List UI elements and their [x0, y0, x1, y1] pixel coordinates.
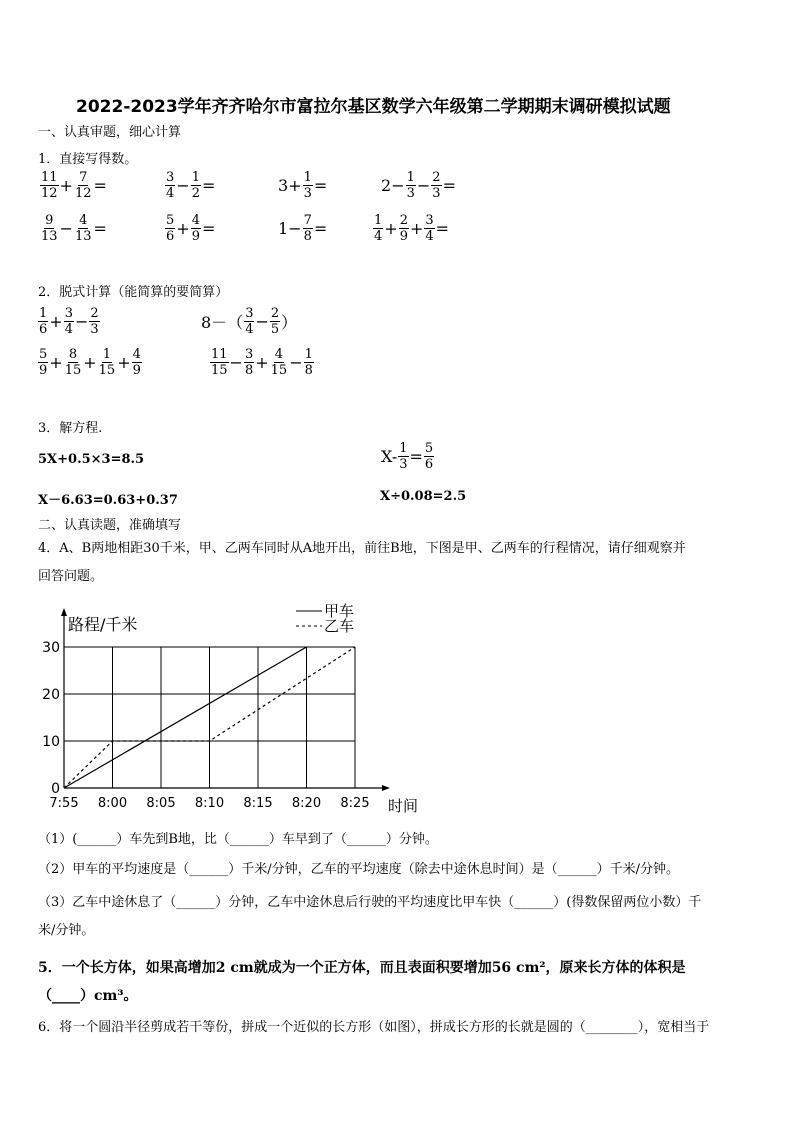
fraction: [406, 170, 416, 201]
operator: +: [83, 353, 97, 372]
numerator: 5: [39, 347, 48, 362]
q4-sub-3b: 米/分钟。: [38, 923, 95, 938]
numerator: 3: [244, 347, 254, 362]
operator: +: [59, 176, 73, 195]
operator: =: [435, 219, 450, 238]
denominator: 4: [166, 186, 175, 201]
denominator: 15: [98, 363, 116, 378]
denominator: 6: [424, 457, 434, 472]
denominator: 13: [41, 229, 58, 244]
q2-e4: [210, 347, 314, 378]
numerator: 1: [399, 441, 408, 456]
denominator: 13: [74, 229, 92, 244]
operator: +: [49, 353, 63, 372]
operator: =: [313, 219, 328, 238]
operator: =: [442, 176, 456, 195]
q2-e1: [38, 306, 100, 337]
q4-sub-3a: （3）乙车中途休息了（______）分钟，乙车中途休息后行驶的平均速度比甲车快（______）(得数保留两位小数）千: [38, 895, 702, 910]
fraction: [98, 347, 117, 378]
q1-r1-c2: [165, 170, 216, 201]
operator: +: [176, 219, 190, 238]
operator: 2−: [381, 176, 405, 195]
q1-label: 1．直接写得数。: [38, 152, 138, 167]
numerator: 4: [79, 213, 88, 228]
denominator: 9: [191, 229, 200, 244]
page-title: 2022-2023学年齐齐哈尔市富拉尔基区数学六年级第二学期期末调研模拟试题: [76, 97, 671, 117]
operator: =: [313, 176, 328, 195]
q1-r1-c1: [40, 170, 108, 201]
section-1-heading: 一、认真审题，细心计算: [38, 125, 182, 140]
numerator: 1: [304, 347, 313, 362]
y-axis-arrow: [61, 608, 67, 616]
q1-r2-c3: [277, 213, 328, 244]
numerator: 1: [39, 306, 48, 321]
denominator: 15: [64, 363, 82, 378]
denominator: 3: [303, 186, 312, 201]
fraction: [303, 213, 313, 244]
q4-text-2: 回答问题。: [38, 569, 104, 584]
numerator: 8: [68, 347, 78, 362]
q2-label: 2．脱式计算（能简算的要简算）: [38, 285, 229, 300]
fraction: [165, 170, 175, 201]
q4-sub-2: （2）甲车的平均速度是（______）千米/分钟，乙车的平均速度（除去中途休息时间）是（______）千米/分钟。: [38, 862, 680, 877]
x-tick-label: 8:10: [194, 796, 225, 811]
denominator: 9: [399, 229, 408, 244]
numerator: 2: [399, 213, 408, 228]
operator: 8－（: [201, 313, 244, 332]
fraction: [132, 347, 142, 378]
y-axis-label: 路程/千米: [68, 615, 138, 634]
fraction: [424, 441, 434, 472]
q5-text-2: （____）cm³。: [38, 988, 138, 1004]
fraction: [304, 347, 314, 378]
denominator: 2: [191, 186, 200, 201]
denominator: 12: [41, 186, 58, 201]
legend-label: 乙车: [324, 617, 355, 635]
operator: −: [289, 353, 303, 372]
denominator: 9: [132, 363, 141, 378]
fraction: [270, 347, 289, 378]
denominator: 8: [303, 229, 312, 244]
q1-r2-c1: [40, 213, 108, 244]
section-2-heading: 二、认真读题，准确填写: [38, 518, 182, 533]
operator: X-: [381, 447, 398, 466]
operator: −: [74, 312, 89, 331]
q3-label: 3．解方程.: [38, 421, 103, 436]
x-tick-label: 7:55: [49, 796, 79, 811]
denominator: 6: [166, 229, 175, 244]
y-tick-label: 30: [42, 640, 60, 656]
denominator: 4: [64, 322, 73, 337]
series-line-jia: [64, 647, 307, 788]
y-tick-label: 0: [51, 781, 60, 797]
operator: +: [255, 353, 269, 372]
numerator: 1: [374, 213, 383, 228]
denominator: 3: [90, 322, 99, 337]
numerator: 2: [270, 306, 280, 321]
denominator: 3: [406, 186, 415, 201]
x-axis-label: 时间: [388, 797, 419, 815]
journey-chart: [30, 600, 430, 815]
numerator: 5: [424, 441, 434, 456]
denominator: 3: [399, 457, 408, 472]
operator: −: [229, 353, 243, 372]
operator: −: [255, 312, 269, 331]
numerator: 5: [166, 213, 175, 228]
operator: 1−: [278, 219, 302, 238]
numerator: 2: [90, 306, 99, 321]
numerator: 11: [41, 170, 58, 185]
denominator: 4: [245, 322, 254, 337]
numerator: 1: [303, 170, 312, 185]
numerator: 4: [132, 347, 141, 362]
denominator: 12: [74, 186, 92, 201]
fraction: [38, 347, 48, 378]
q1-r2-c2: [165, 213, 216, 244]
denominator: 15: [211, 363, 228, 378]
fraction: [191, 213, 201, 244]
numerator: 11: [211, 347, 228, 362]
numerator: 1: [191, 170, 200, 185]
q3-e2: [380, 441, 434, 472]
x-tick-label: 8:20: [291, 796, 322, 811]
fraction: [373, 213, 383, 244]
fraction: [424, 213, 434, 244]
operator: +: [409, 219, 424, 238]
q2-e2: [200, 306, 298, 337]
operator: +: [384, 219, 398, 238]
operator: =: [201, 219, 216, 238]
operator: =: [93, 176, 107, 195]
fraction: [64, 306, 74, 337]
fraction: [244, 347, 254, 378]
fraction: [74, 170, 93, 201]
fraction: [244, 306, 254, 337]
fraction: [89, 306, 99, 337]
numerator: 7: [79, 170, 88, 185]
fraction: [40, 170, 59, 201]
denominator: 8: [244, 363, 254, 378]
numerator: 3: [166, 170, 175, 185]
operator: 3+: [278, 176, 302, 195]
numerator: 3: [425, 213, 434, 228]
denominator: 5: [270, 322, 280, 337]
denominator: 6: [39, 322, 48, 337]
denominator: 15: [270, 363, 288, 378]
fraction: [398, 441, 408, 472]
x-tick-label: 8:00: [97, 796, 128, 811]
fraction: [303, 170, 313, 201]
numerator: 1: [102, 347, 112, 362]
operator: =: [409, 447, 423, 466]
fraction: [210, 347, 229, 378]
q3-e4: X÷0.08=2.5: [380, 489, 467, 504]
operator: +: [49, 312, 63, 331]
operator: −: [416, 176, 431, 195]
fraction: [270, 306, 280, 337]
fraction: [399, 213, 409, 244]
x-tick-label: 8:25: [340, 796, 370, 811]
fraction: [191, 170, 201, 201]
x-axis-arrow: [382, 785, 390, 791]
numerator: 4: [274, 347, 284, 362]
fraction: [165, 213, 175, 244]
denominator: 4: [425, 229, 434, 244]
y-tick-label: 20: [42, 687, 60, 703]
y-tick-label: 10: [42, 734, 60, 750]
numerator: 1: [406, 170, 415, 185]
q1-r1-c4: [380, 170, 457, 201]
numerator: 7: [303, 213, 312, 228]
numerator: 3: [245, 306, 254, 321]
q3-e3: X－6.63=0.63+0.37: [38, 493, 178, 508]
numerator: 4: [191, 213, 200, 228]
q4-sub-1: （1）(______）车先到B地，比（______）车早到了（______）分钟。: [38, 832, 438, 847]
operator: =: [93, 219, 107, 238]
denominator: 3: [432, 186, 441, 201]
numerator: 2: [432, 170, 441, 185]
x-tick-label: 8:05: [146, 796, 176, 811]
denominator: 8: [304, 363, 313, 378]
fraction: [64, 347, 83, 378]
legend-label: 甲车: [324, 602, 355, 620]
fraction: [40, 213, 59, 244]
operator: ）: [281, 313, 298, 332]
q6-text-1: 6．将一个圆沿半径剪成若干等份，拼成一个近似的长方形（如图），拼成长方形的长就是圆的（________），宽相当于: [38, 1020, 710, 1035]
q3-e1: 5X+0.5×3=8.5: [38, 452, 145, 467]
operator: −: [59, 219, 73, 238]
numerator: 9: [45, 213, 54, 228]
q1-r2-c4: [373, 213, 450, 244]
operator: +: [117, 353, 131, 372]
denominator: 9: [39, 363, 48, 378]
denominator: 4: [374, 229, 383, 244]
operator: −: [176, 176, 190, 195]
q5-text-1: 5．一个长方体，如果高增加2 cm就成为一个正方体，而且表面积要增加56 cm²，原来长方体的体积是: [38, 960, 686, 976]
fraction: [431, 170, 441, 201]
q4-text-1: 4．A、B两地相距30千米，甲、乙两车同时从A地开出，前往B地，下图是甲、乙两车的行程情况，请仔细观察并: [38, 541, 686, 556]
q1-r1-c3: [277, 170, 328, 201]
numerator: 3: [64, 306, 73, 321]
q2-e3: [38, 347, 142, 378]
fraction: [38, 306, 48, 337]
x-tick-label: 8:15: [243, 796, 273, 811]
fraction: [74, 213, 93, 244]
operator: =: [201, 176, 216, 195]
